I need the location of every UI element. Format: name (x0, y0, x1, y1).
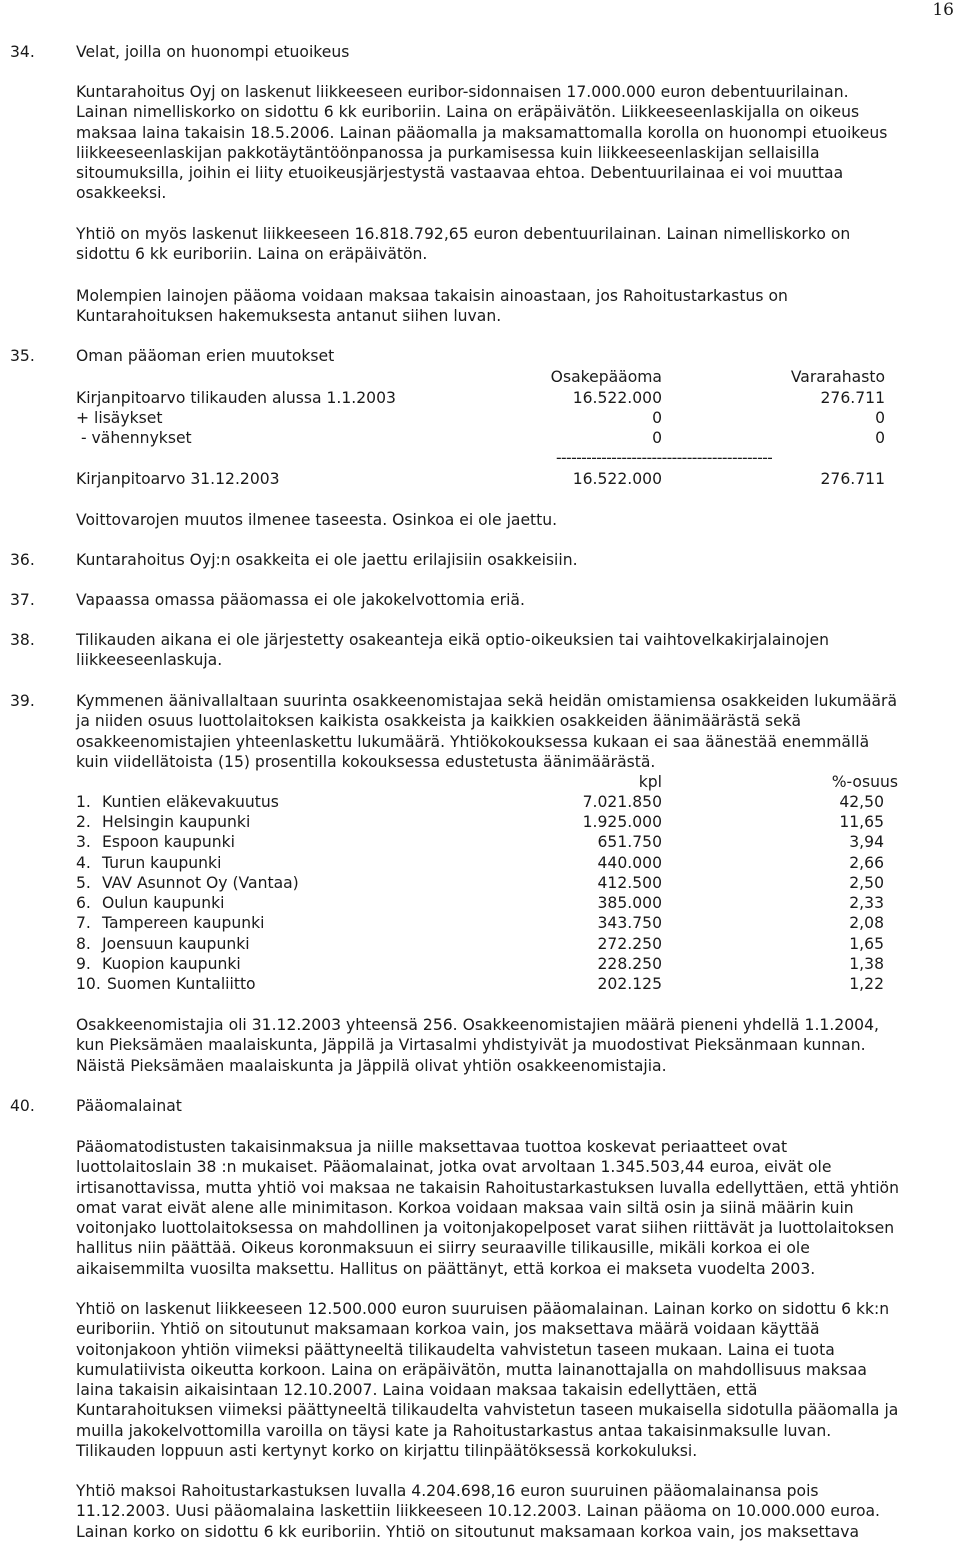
owner-shares: 272.250 (597, 935, 662, 953)
text-line: liikkeeseenlaskijan pakkotäytäntöönpanossa ja purkamisessa kuin liikkeeseenlaskijan sellaisilla (76, 143, 820, 162)
equity-row-value-2: 276.711 (820, 389, 885, 407)
owner-number: 7. (76, 914, 91, 932)
owner-number: 6. (76, 894, 91, 912)
text-line: Kuntarahoituksen hakemuksesta antanut siihen luvan. (76, 307, 502, 326)
owner-percent: 2,33 (849, 894, 884, 912)
text-line: Osakkeenomistajia oli 31.12.2003 yhteensä 256. Osakkeenomistajien määrä pieneni yhdellä 1.1.2004, (76, 1016, 879, 1034)
text-line: Kymmenen äänivallaltaan suurinta osakkeenomistajaa sekä heidän omistamiensa osakkeiden lukumäärä (76, 692, 898, 710)
owner-shares: 202.125 (597, 975, 662, 993)
text-line: ja niiden osuus luottolaitoksen kaikista osakkeista ja kaikkien osakkeiden äänimäärästä sekä (76, 712, 802, 731)
owner-shares: 440.000 (597, 854, 662, 872)
owner-number: 10. (76, 975, 101, 993)
text-line: sitoumuksilla, joihin ei liity etuoikeusjärjestystä vastaavaa ehtoa. Debentuurilainaa ei voi muuttaa (76, 164, 844, 183)
text-line: Lainan korko on sidottu 6 kk euriboriin. Yhtiö on sitoutunut maksamaan korkoa vain, jos maksettava (76, 1522, 860, 1541)
text-line: osakkeeksi. (76, 184, 167, 203)
section-38-text (76, 630, 960, 671)
text-line: maksaa laina takaisin 18.5.2006. Lainan pääomalla ja maksamattomalla korolla on huonompi etuoikeus (76, 123, 888, 142)
equity-row-label: - vähennykset (76, 429, 192, 447)
text-line: kumulatiivista oikeutta korkoon. Laina on eräpäivätön, mutta lainanottajalla on mahdollisuus maksaa (76, 1360, 867, 1379)
owner-shares: 228.250 (597, 955, 662, 973)
column-header-kpl: kpl (638, 773, 662, 791)
section-39-outro (76, 1015, 960, 1076)
section-40-paragraph-1 (76, 1137, 960, 1279)
owner-percent: 42,50 (839, 793, 884, 811)
text-line: Kuntarahoitus Oyj on laskenut liikkeeseen euribor-sidonnaisen 17.000.000 euron debentuurilainan. (76, 83, 849, 101)
column-header-osakepaaoma: Osakepääoma (550, 368, 662, 386)
section-39-intro (76, 691, 960, 772)
owner-shares: 7.021.850 (582, 793, 662, 811)
text-line: liikkeeseenlaskuja. (76, 651, 223, 670)
section-35-note: Voittovarojen muutos ilmenee taseesta. Osinkoa ei ole jaettu. (76, 511, 558, 529)
column-header-vararahasto: Vararahasto (790, 368, 885, 386)
text-line: muilla jakokelvottomilla varoilla on täysi kate ja Rahoitustarkastus antaa takaisinmaksulle luvan. (76, 1421, 832, 1440)
section-39-number: 39. (10, 692, 35, 710)
equity-row-value-1: 16.522.000 (572, 389, 662, 407)
section-35-number: 35. (10, 347, 35, 365)
section-40-number: 40. (10, 1097, 35, 1115)
text-line: Pääomatodistusten takaisinmaksua ja niille maksettavaa tuottoa koskevat periaatteet ovat (76, 1138, 788, 1156)
owner-number: 3. (76, 833, 91, 851)
text-line: aikaisemmilta vuosilta maksettu. Hallitus on päättänyt, että korkoa ei makseta vuodelta 2003. (76, 1259, 816, 1278)
owner-percent: 2,66 (849, 854, 884, 872)
text-line: Tilikauden aikana ei ole järjestetty osakeanteja eikä optio-oikeuksien tai vaihtovelkakirjalainojen (76, 631, 829, 649)
owner-name: Kuntien eläkevakuutus (102, 793, 279, 811)
text-line: sidottu 6 kk euriboriin. Laina on eräpäivätön. (76, 245, 428, 264)
section-34-paragraph-1 (76, 82, 960, 204)
section-38-number: 38. (10, 631, 35, 649)
section-36-text: Kuntarahoitus Oyj:n osakkeita ei ole jaettu erilajisiin osakkeisiin. (76, 551, 578, 569)
text-line: Yhtiö on myös laskenut liikkeeseen 16.818.792,65 euron debentuurilainan. Lainan nimelliskorko on (76, 225, 851, 243)
owner-percent: 1,38 (849, 955, 884, 973)
text-line: laina takaisin aikaisintaan 12.10.2007. Laina voidaan maksaa takaisin edellyttäen, että (76, 1381, 758, 1400)
owner-name: Turun kaupunki (102, 854, 222, 872)
equity-row-value-2: 0 (875, 429, 885, 447)
text-line: Lainan nimelliskorko on sidottu 6 kk euriboriin. Laina on eräpäivätön. Liikkeeseenlaskijalla on oikeus (76, 103, 860, 122)
owner-name: Helsingin kaupunki (102, 813, 251, 831)
section-40-paragraph-2 (76, 1299, 960, 1461)
text-line: Yhtiö on laskenut liikkeeseen 12.500.000 euron suuruisen pääomalainan. Lainan korko on sidottu 6 kk:n (76, 1300, 890, 1318)
equity-row-value-2: 0 (875, 409, 885, 427)
table-separator: ------------------------------------------- (556, 449, 773, 467)
equity-total-label: Kirjanpitoarvo 31.12.2003 (76, 470, 280, 488)
equity-total-value-1: 16.522.000 (572, 470, 662, 488)
owner-shares: 412.500 (597, 874, 662, 892)
section-40-title: Pääomalainat (76, 1097, 182, 1115)
owner-name: Espoon kaupunki (102, 833, 236, 851)
owner-percent: 11,65 (839, 813, 884, 831)
section-34-paragraph-3 (76, 286, 960, 327)
owner-percent: 1,22 (849, 975, 884, 993)
owner-number: 4. (76, 854, 91, 872)
text-line: kun Pieksämäen maalaiskunta, Jäppilä ja Virtasalmi yhdistyivät ja muodostivat Pieksänmaan kunnan. (76, 1036, 866, 1055)
section-34-paragraph-2 (76, 224, 960, 265)
page-number: 16 (932, 0, 954, 20)
owner-number: 5. (76, 874, 91, 892)
owner-number: 2. (76, 813, 91, 831)
text-line: osakkeenomistajien yhteenlaskettu lukumäärä. Yhtiökokouksessa kukaan ei saa äänestää enemmällä (76, 732, 870, 751)
equity-row-label: Kirjanpitoarvo tilikauden alussa 1.1.2003 (76, 389, 396, 407)
owner-number: 8. (76, 935, 91, 953)
text-line: luottolaitoslain 38 :n mukaiset. Pääomalainat, jotka ovat arvoltaan 1.345.503,44 euroa, eivät ole (76, 1158, 832, 1177)
section-34-number: 34. (10, 43, 35, 61)
text-line: 11.12.2003. Uusi pääomalaina laskettiin liikkeeseen 10.12.2003. Lainan pääoma on 10.000.000 euroa. (76, 1502, 880, 1521)
owner-percent: 1,65 (849, 935, 884, 953)
owner-name: Suomen Kuntaliitto (107, 975, 256, 993)
owner-percent: 2,08 (849, 914, 884, 932)
section-35-title: Oman pääoman erien muutokset (76, 347, 335, 365)
text-line: voitonjako luottolaitoksessa on mahdollinen ja voitonjakopelposet varat siihen riittävät ja luottolaitoksen (76, 1219, 895, 1238)
owner-name: VAV Asunnot Oy (Vantaa) (102, 874, 299, 892)
owner-shares: 651.750 (597, 833, 662, 851)
text-line: irtisanottavissa, mutta yhtiö voi maksaa ne takaisin Rahoitustarkastuksen luvalla edellyttäen, että yhtiön (76, 1178, 899, 1197)
text-line: Kuntarahoituksen viimeksi päättyneeltä tilikaudelta vahvistetun taseen mukaisella sidotulla pääomalla ja (76, 1401, 899, 1420)
text-line: Tilikauden loppuun asti kertynyt korko on kirjattu tilinpäätöksessä korkokuluksi. (76, 1442, 698, 1461)
owner-name: Tampereen kaupunki (102, 914, 265, 932)
text-line: Yhtiö maksoi Rahoitustarkastuksen luvalla 4.204.698,16 euron suuruinen pääomalainansa pois (76, 1482, 819, 1500)
owner-shares: 385.000 (597, 894, 662, 912)
column-header-osuus: %-osuus (831, 773, 898, 791)
owner-shares: 343.750 (597, 914, 662, 932)
text-line: euriboriin. Yhtiö on sitoutunut maksamaan korkoa vain, jos maksettava määrä voidaan käyttää (76, 1320, 820, 1339)
section-34-title: Velat, joilla on huonompi etuoikeus (76, 43, 350, 61)
equity-row-value-1: 0 (652, 429, 662, 447)
section-37-text: Vapaassa omassa pääomassa ei ole jakokelvottomia eriä. (76, 591, 525, 609)
text-line: hallitus niin päättää. Oikeus koronmaksuun ei siirry seuraaville tilikausille, mikäli korkoa ei ole (76, 1239, 810, 1258)
owner-number: 9. (76, 955, 91, 973)
owner-percent: 2,50 (849, 874, 884, 892)
owner-number: 1. (76, 793, 91, 811)
text-line: omat varat eivät alene alle minimitason. Korkoa voidaan maksaa vain siltä osin ja siinä määrin kuin (76, 1198, 854, 1217)
text-line: Molempien lainojen pääoma voidaan maksaa takaisin ainoastaan, jos Rahoitustarkastus on (76, 287, 788, 305)
section-37-number: 37. (10, 591, 35, 609)
text-line: Näistä Pieksämäen maalaiskunta ja Jäppilä olivat yhtiön osakkeenomistajia. (76, 1056, 667, 1075)
equity-total-value-2: 276.711 (820, 470, 885, 488)
owner-name: Oulun kaupunki (102, 894, 225, 912)
text-line: voitonjakoon yhtiön viimeksi päättyneeltä tilikaudelta vahvistetun taseen mukaan. Laina ei tuota (76, 1340, 835, 1359)
equity-row-value-1: 0 (652, 409, 662, 427)
owner-name: Kuopion kaupunki (102, 955, 241, 973)
owner-percent: 3,94 (849, 833, 884, 851)
text-line: kuin viidellätoista (15) prosentilla kokouksessa edustetusta äänimäärästä. (76, 752, 656, 771)
equity-row-label: + lisäykset (76, 409, 163, 427)
owner-shares: 1.925.000 (582, 813, 662, 831)
section-36-number: 36. (10, 551, 35, 569)
section-40-paragraph-3 (76, 1481, 960, 1542)
owner-name: Joensuun kaupunki (102, 935, 250, 953)
